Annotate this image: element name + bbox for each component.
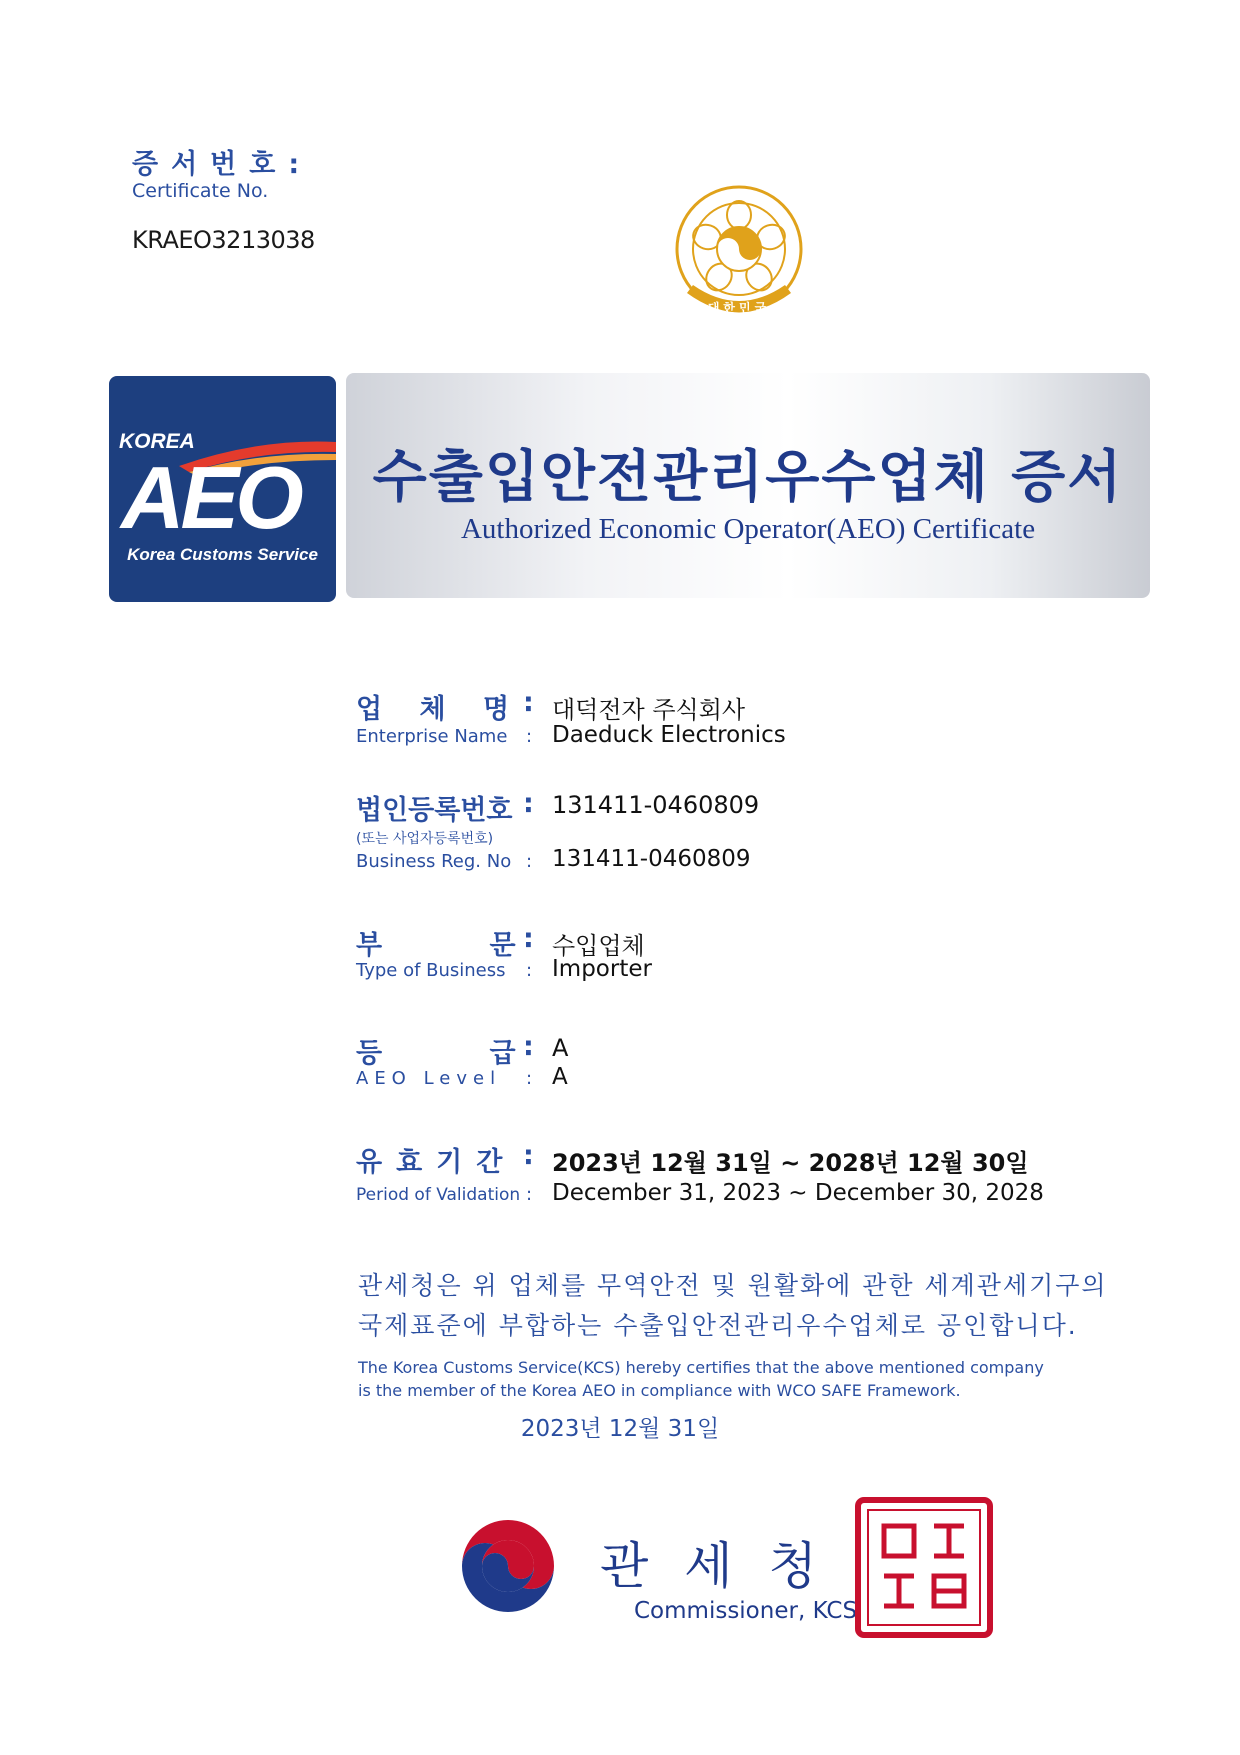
issue-date: 2023년 12월 31일 bbox=[520, 1416, 720, 1442]
business-reg-label-sub: (또는 사업자등록번호) bbox=[356, 831, 494, 847]
business-reg-colon-en: : bbox=[526, 851, 533, 872]
business-reg-value-en: 131411-0460809 bbox=[552, 846, 751, 872]
statement-en-line2: is the member of the Korea AEO in compliance with WCO SAFE Framework. bbox=[358, 1381, 961, 1400]
validity-value-en: December 31, 2023 ~ December 30, 2028 bbox=[552, 1180, 1044, 1206]
aeo-logo-korea: KOREA bbox=[119, 430, 195, 453]
level-colon-en: : bbox=[526, 1068, 533, 1089]
enterprise-label-en: Enterprise Name bbox=[356, 726, 508, 747]
business-reg-colon-ko: : bbox=[523, 788, 534, 819]
certificate-number-label-ko: 증서번호: bbox=[132, 149, 313, 180]
validity-colon-en: : bbox=[526, 1184, 533, 1205]
type-label-ko: 부 문 bbox=[356, 930, 516, 961]
type-colon-en: : bbox=[526, 960, 533, 981]
business-reg-label-en: Business Reg. No bbox=[356, 851, 512, 872]
level-value-en: A bbox=[552, 1064, 568, 1090]
enterprise-name-ko: 대덕전자 주식회사 bbox=[552, 696, 746, 724]
type-label-en: Type of Business bbox=[356, 960, 506, 981]
title-en: Authorized Economic Operator(AEO) Certificate bbox=[460, 513, 1036, 545]
validity-label-ko: 유효기간 bbox=[356, 1147, 517, 1178]
business-reg-value-ko: 131411-0460809 bbox=[552, 791, 760, 819]
national-emblem-icon bbox=[667, 181, 811, 330]
type-value-en: Importer bbox=[552, 956, 652, 982]
level-label-en: AEO Level bbox=[356, 1068, 502, 1089]
certificate-number-label-en: Certificate No. bbox=[132, 180, 269, 202]
kcs-commissioner-title: Commissioner, KCS bbox=[634, 1598, 858, 1624]
emblem-caption: 대한민국 bbox=[707, 301, 771, 315]
enterprise-name-en: Daeduck Electronics bbox=[552, 722, 786, 748]
validity-label-en: Period of Validation bbox=[356, 1185, 521, 1205]
aeo-logo bbox=[109, 376, 336, 602]
type-colon-ko: : bbox=[523, 923, 534, 954]
level-value-ko: A bbox=[552, 1034, 569, 1062]
aeo-logo-service: Korea Customs Service bbox=[127, 545, 318, 564]
validity-colon-ko: : bbox=[523, 1140, 534, 1171]
kcs-symbol-icon bbox=[452, 1510, 564, 1622]
business-reg-label-ko: 법인등록번호 bbox=[356, 795, 513, 826]
statement-ko-line2: 국제표준에 부합하는 수출입안전관리우수업체로 공인합니다. bbox=[358, 1311, 1078, 1340]
validity-value-ko: 2023년 12월 31일 ~ 2028년 12월 30일 bbox=[552, 1149, 1029, 1177]
statement-en-line1: The Korea Customs Service(KCS) hereby certifies that the above mentioned company bbox=[358, 1358, 1044, 1377]
level-colon-ko: : bbox=[523, 1031, 534, 1062]
type-value-ko: 수입업체 bbox=[552, 932, 645, 960]
certificate-number: KRAEO3213038 bbox=[132, 226, 315, 254]
enterprise-colon-en: : bbox=[526, 726, 533, 747]
level-label-ko: 등 급 bbox=[356, 1038, 516, 1069]
enterprise-colon-ko: : bbox=[523, 687, 534, 718]
statement-ko-line1: 관세청은 위 업체를 무역안전 및 원활화에 관한 세계관세기구의 bbox=[358, 1271, 1108, 1300]
official-seal bbox=[854, 1496, 994, 1639]
title-ko: 수출입안전관리우수업체 증서 bbox=[372, 445, 1124, 510]
enterprise-label-ko: 업 체 명 bbox=[356, 694, 510, 725]
kcs-agency-name: 관세청 bbox=[600, 1537, 853, 1595]
aeo-logo-mark: AEO bbox=[121, 448, 300, 547]
